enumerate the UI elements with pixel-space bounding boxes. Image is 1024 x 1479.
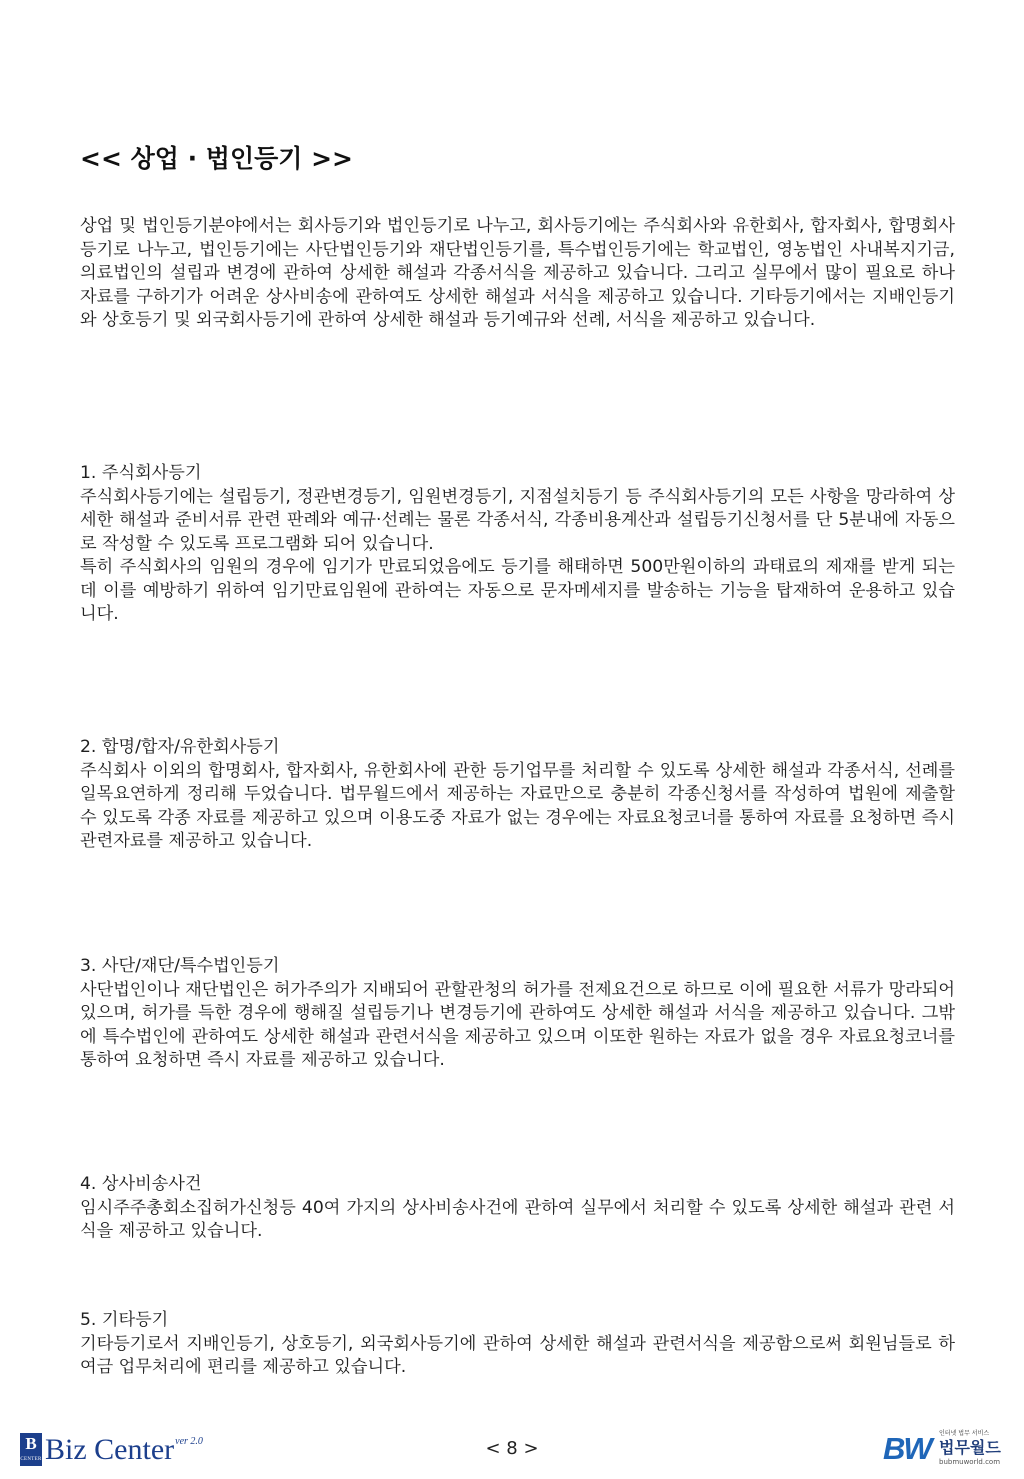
section-paragraph: 주식회사등기에는 설립등기, 정관변경등기, 임원변경등기, 지점설치등기 등 주식회사등기의 모든 사항을 망라하여 상세한 해설과 준비서류 관련 판례와 예규·선례는 물론 각종서식, 각종비용계산과 설립등기신청서를 단 5분내에 자동으로 작성할 수 있도록 프로그램화 되어 있습니다.	[80, 486, 955, 554]
page-number: < 8 >	[485, 1438, 539, 1459]
section-paragraph: 특히 주식회사의 임원의 경우에 임기가 만료되었음에도 등기를 해태하면 500만원이하의 과태료의 제재를 받게 되는데 이를 예방하기 위하여 임기만료임원에 관하여는 자동으로 문자메세지를 발송하는 기능을 탑재하여 운용하고 있습니다.	[80, 557, 955, 624]
section-partnership-company-registration	[80, 736, 955, 854]
section-heading: 5. 기타등기	[80, 1310, 169, 1330]
page-title: << 상업 · 법인등기 >>	[80, 143, 354, 173]
section-corporation-registration	[80, 955, 955, 1073]
section-stock-company-registration	[80, 462, 955, 627]
biz-center-version: ver 2.0	[175, 1436, 203, 1447]
section-heading: 4. 상사비송사건	[80, 1174, 202, 1194]
section-paragraph: 임시주주총회소집허가신청등 40여 가지의 상사비송사건에 관하여 실무에서 처리할 수 있도록 상세한 해설과 관련 서식을 제공하고 있습니다.	[80, 1197, 955, 1241]
bubmuworld-logo	[883, 1430, 1008, 1468]
bw-url: bubmuworld.com	[939, 1458, 1001, 1466]
bw-name: 법무월드	[939, 1438, 1001, 1457]
biz-center-mark-sub: CENTER	[20, 1457, 42, 1462]
bw-tagline: 인터넷 법무 서비스	[939, 1430, 990, 1437]
section-commercial-non-contentious-cases	[80, 1173, 955, 1244]
section-heading: 1. 주식회사등기	[80, 463, 202, 483]
intro-paragraph: 상업 및 법인등기분야에서는 회사등기와 법인등기로 나누고, 회사등기에는 주식회사와 유한회사, 합자회사, 합명회사등기로 나누고, 법인등기에는 사단법인등기와 재단법인등기를, 특수법인등기에는 학교법인, 영농법인 사내복지기금, 의료법인의 설립과 변경에 관하여 상세한 해설과 각종서식을 제공하고 있습니다. 그리고 실무에서 많이 필요로 하나 자료를 구하기가 어려운 상사비송에 관하여도 상세한 해설과 서식을 제공하고 있습니다. 기타등기에서는 지배인등기와 상호등기 및 외국회사등기에 관하여 상세한 해설과 등기예규와 선례, 서식을 제공하고 있습니다.	[80, 216, 955, 330]
section-paragraph: 주식회사 이외의 합명회사, 합자회사, 유한회사에 관한 등기업무를 처리할 수 있도록 상세한 해설과 각종서식, 선례를 일목요연하게 정리해 두었습니다. 법무월드에서 제공하는 자료만으로 충분히 각종신청서를 작성하여 법원에 제출할 수 있도록 각종 자료를 제공하고 있으며 이용도중 자료가 없는 경우에는 자료요청코너를 통하여 자료를 요청하면 즉시 관련자료를 제공하고 있습니다.	[80, 760, 955, 851]
section-paragraph: 기타등기로서 지배인등기, 상호등기, 외국회사등기에 관하여 상세한 해설과 관련서식을 제공함으로써 회원님들로 하여금 업무처리에 편리를 제공하고 있습니다.	[80, 1333, 955, 1377]
section-heading: 3. 사단/재단/특수법인등기	[80, 956, 280, 976]
section-paragraph: 사단법인이나 재단법인은 허가주의가 지배되어 관할관청의 허가를 전제요건으로 하므로 이에 필요한 서류가 망라되어 있으며, 허가를 득한 경우에 행해질 설립등기나 변경등기에 관하여도 상세한 해설과 서식을 제공하고 있습니다. 그밖에 특수법인에 관하여도 상세한 해설과 관련서식을 제공하고 있으며 이또한 원하는 자료가 없을 경우 자료요청코너를 통하여 요청하면 즉시 자료를 제공하고 있습니다.	[80, 979, 955, 1070]
biz-center-mark-letter: B	[25, 1434, 37, 1453]
biz-center-name: Biz Center	[45, 1433, 175, 1466]
intro-section	[80, 215, 955, 333]
section-other-registration	[80, 1309, 955, 1380]
section-heading: 2. 합명/합자/유한회사등기	[80, 737, 280, 757]
bw-mark-icon: BW	[883, 1431, 931, 1466]
